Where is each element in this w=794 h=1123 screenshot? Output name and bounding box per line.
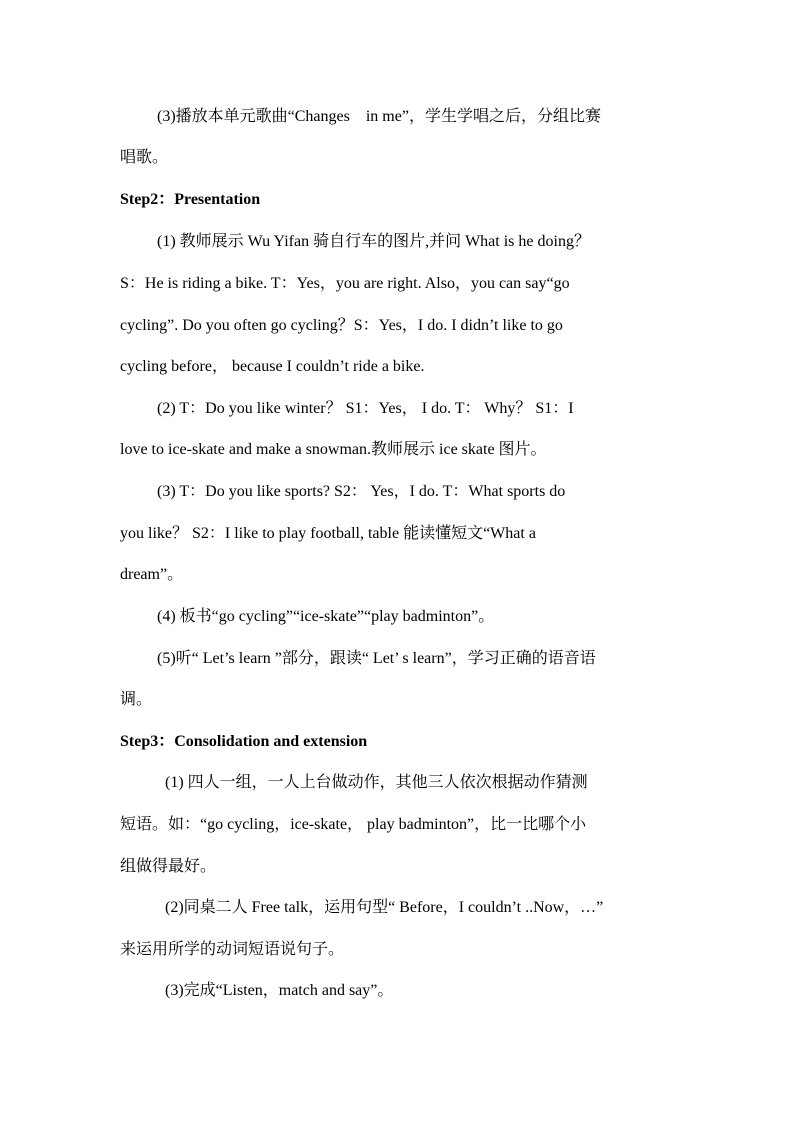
paragraph-1-line-2: S：He is riding a bike. T：Yes，you are right. Also，you can say“go [120, 275, 570, 292]
paragraph-8-line-1: (3)完成“Listen，match and say”。 [165, 982, 394, 999]
paragraph-5-line-1: (5)听“ Let’s learn ”部分，跟读“ Let’ s learn”，学习正确的语音语 [157, 650, 596, 667]
paragraph-3-line-1: (3) T：Do you like sports? S2： Yes，I do. T：What sports do [157, 483, 566, 500]
paragraph-song-line-1: (3)播放本单元歌曲“Changes in me”，学生学唱之后，分组比赛 [157, 108, 601, 125]
paragraph-6-line-1: (1) 四人一组，一人上台做动作，其他三人依次根据动作猜测 [165, 774, 588, 791]
paragraph-1-line-3: cycling”. Do you often go cycling？S：Yes，I do. I didn’t like to go [120, 317, 563, 334]
paragraph-6-line-3: 组做得最好。 [120, 858, 217, 875]
paragraph-4-line-1: (4) 板书“go cycling”“ice-skate”“play badminton”。 [157, 608, 495, 625]
paragraph-1-line-4: cycling before， because I couldn’t ride a bike. [120, 358, 425, 375]
paragraph-song-line-2: 唱歌。 [120, 149, 169, 166]
paragraph-7-line-2: 来运用所学的动词短语说句子。 [120, 941, 345, 958]
paragraph-3-line-3: dream”。 [120, 566, 184, 583]
heading-step3: Step3：Consolidation and extension [120, 733, 368, 750]
paragraph-5-line-2: 调。 [120, 691, 153, 708]
paragraph-1-line-1: (1) 教师展示 Wu Yifan 骑自行车的图片,并问 What is he doing？ [157, 233, 590, 250]
paragraph-7-line-1: (2)同桌二人 Free talk，运用句型“ Before，I couldn’t ..Now，…” [165, 899, 604, 916]
heading-step2: Step2：Presentation [120, 191, 261, 208]
paragraph-2-line-2: love to ice-skate and make a snowman.教师展示 ice skate 图片。 [120, 441, 547, 458]
paragraph-6-line-2: 短语。如：“go cycling，ice-skate， play badminton”，比一比哪个小 [120, 816, 587, 833]
paragraph-3-line-2: you like？ S2：I like to play football, table 能读懂短文“What a [120, 525, 536, 542]
paragraph-2-line-1: (2) T：Do you like winter？ S1：Yes， I do. T： Why？ S1：I [157, 400, 574, 417]
